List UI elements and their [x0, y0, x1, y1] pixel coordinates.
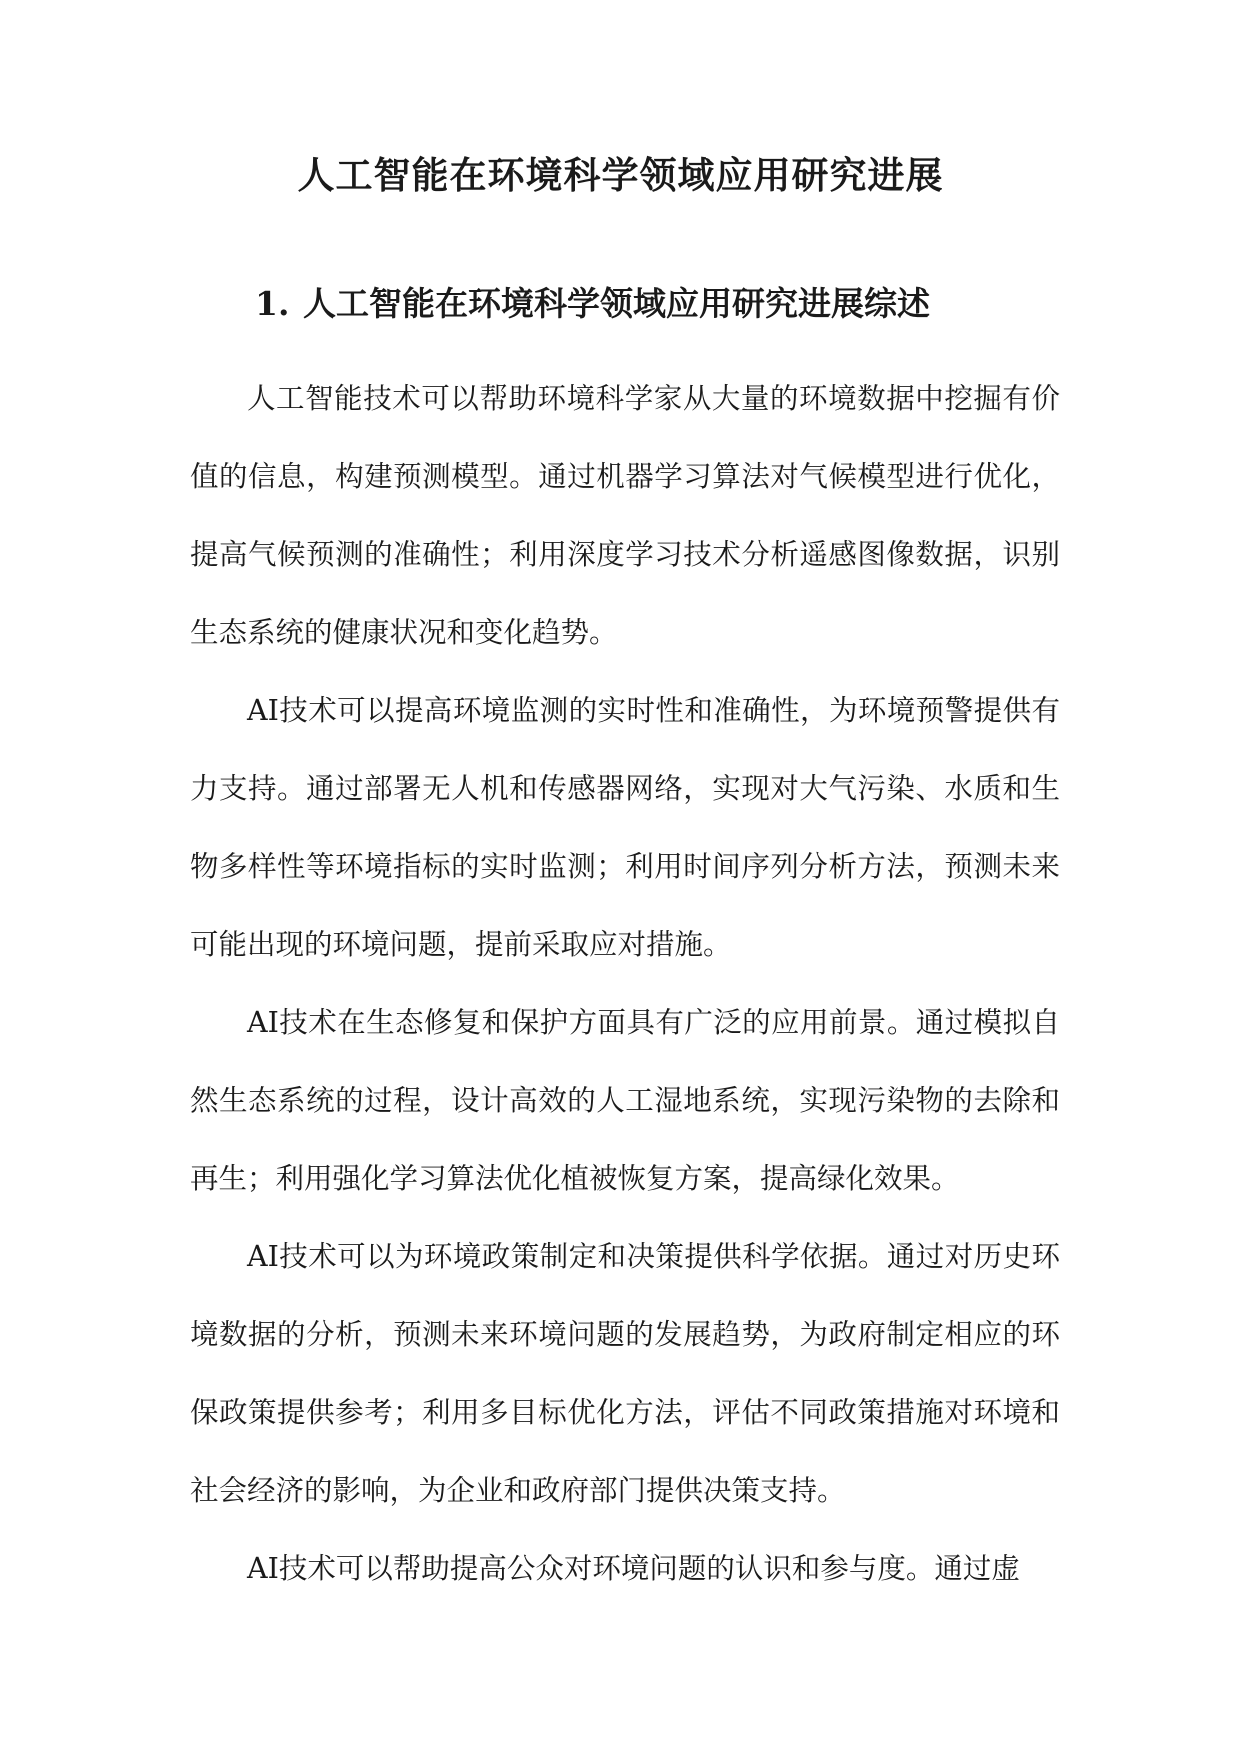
body-text	[190, 360, 1060, 1608]
section-number: 1.	[255, 284, 290, 323]
document-title: 人工智能在环境科学领域应用研究进展	[297, 153, 944, 197]
section-heading	[255, 281, 930, 327]
paragraph: AI技术可以帮助提高公众对环境问题的认识和参与度。通过虚	[247, 1552, 1020, 1585]
paragraph: AI技术可以提高环境监测的实时性和准确性，为环境预警提供有力支持。通过部署无人机和传感器网络，实现对大气污染、水质和生物多样性等环境指标的实时监测；利用时间序列分析方法，预测未来可能出现的环境问题，提前采取应对措施。	[190, 694, 1060, 961]
paragraph: AI技术可以为环境政策制定和决策提供科学依据。通过对历史环境数据的分析，预测未来环境问题的发展趋势，为政府制定相应的环保政策提供参考；利用多目标优化方法，评估不同政策措施对环境和社会经济的影响，为企业和政府部门提供决策支持。	[190, 1240, 1060, 1507]
paragraph: 人工智能技术可以帮助环境科学家从大量的环境数据中挖掘有价值的信息，构建预测模型。通过机器学习算法对气候模型进行优化，提高气候预测的准确性；利用深度学习技术分析遥感图像数据，识别生态系统的健康状况和变化趋势。	[190, 382, 1060, 649]
section-heading-text: 人工智能在环境科学领域应用研究进展综述	[303, 284, 930, 323]
paragraph: AI技术在生态修复和保护方面具有广泛的应用前景。通过模拟自然生态系统的过程，设计高效的人工湿地系统，实现污染物的去除和再生；利用强化学习算法优化植被恢复方案，提高绿化效果。	[190, 1006, 1060, 1195]
